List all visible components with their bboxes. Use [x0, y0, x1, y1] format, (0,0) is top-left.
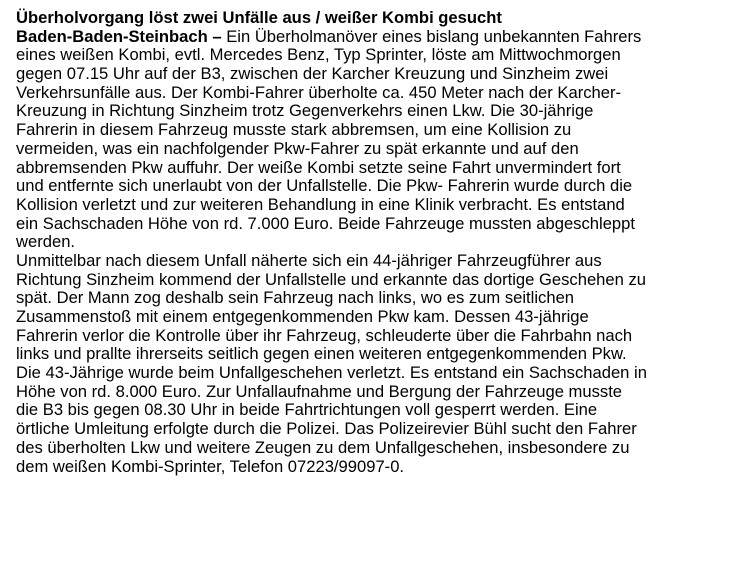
- body-line: spät. Der Mann zog deshalb sein Fahrzeug nach links, wo es zum seitlichen: [16, 288, 575, 308]
- body-line: örtliche Umleitung erfolgte durch die Polizei. Das Polizeirevier Bühl sucht den Fahrer: [16, 419, 637, 439]
- body-line: ein Sachschaden Höhe von rd. 7.000 Euro. Beide Fahrzeuge mussten abgeschleppt: [16, 213, 635, 233]
- body-text: Ein Überholmanöver eines bislang unbekannten Fahrers: [221, 26, 642, 46]
- body-line: Kreuzung in Richtung Sinzheim trotz Gegenverkehrs einen Lkw. Die 30-jährige: [16, 101, 594, 121]
- body-line: die B3 bis gegen 08.30 Uhr in beide Fahrtrichtungen voll gesperrt werden. Eine: [16, 400, 598, 420]
- body-line: Die 43-Jährige wurde beim Unfallgeschehen verletzt. Es entstand ein Sachschaden in: [16, 363, 647, 383]
- body-line: Zusammenstoß mit einem entgegenkommenden Pkw kam. Dessen 43-jährige: [16, 307, 589, 326]
- body-line: Verkehrsunfälle aus. Der Kombi-Fahrer überholte ca. 450 Meter nach der Karcher-: [16, 82, 622, 102]
- body-line: und entfernte sich unerlaubt von der Unfallstelle. Die Pkw- Fahrerin wurde durch die: [16, 176, 633, 196]
- body-line: werden.: [16, 232, 76, 252]
- body-line: links und prallte ihrerseits seitlich gegen einen weiteren entgegenkommenden Pkw.: [16, 344, 627, 364]
- body-line: gegen 07.15 Uhr auf der B3, zwischen der Karcher Kreuzung und Sinzheim zwei: [16, 64, 609, 84]
- body-line: abbremsenden Pkw auffuhr. Der weiße Kombi setzte seine Fahrt unvermindert fort: [16, 157, 621, 177]
- press-release: [16, 9, 752, 476]
- body-line: Höhe von rd. 8.000 Euro. Zur Unfallaufnahme und Bergung der Fahrzeuge musste: [16, 381, 623, 401]
- body-line: dem weißen Kombi-Sprinter, Telefon 07223/99097-0.: [16, 456, 405, 476]
- body-line: Kollision verletzt und zur weiteren Behandlung in eine Klinik verbracht. Es entstand: [16, 194, 625, 214]
- body-line: Unmittelbar nach diesem Unfall näherte sich ein 44-jähriger Fahrzeugführer aus: [16, 250, 602, 270]
- body-line: des überholten Lkw und weitere Zeugen zu dem Unfallgeschehen, insbesondere zu: [16, 437, 630, 457]
- dateline: Baden-Baden-Steinbach –: [16, 26, 222, 46]
- body-line: Richtung Sinzheim kommend der Unfallstelle und erkannte das dortige Geschehen zu: [16, 269, 646, 289]
- body-line: Fahrerin verlor die Kontrolle über ihr Fahrzeug, schleuderte über die Fahrbahn nach: [16, 325, 633, 345]
- body-line: eines weißen Kombi, evtl. Mercedes Benz, Typ Sprinter, löste am Mittwochmorgen: [16, 45, 621, 65]
- body-line: vermeiden, was ein nachfolgender Pkw-Fahrer zu spät erkannte und auf den: [16, 138, 579, 158]
- body-line: Fahrerin in diesem Fahrzeug musste stark abbremsen, um eine Kollision zu: [16, 120, 572, 140]
- body-line: [16, 28, 752, 47]
- headline: Überholvorgang löst zwei Unfälle aus / weißer Kombi gesucht: [16, 8, 502, 27]
